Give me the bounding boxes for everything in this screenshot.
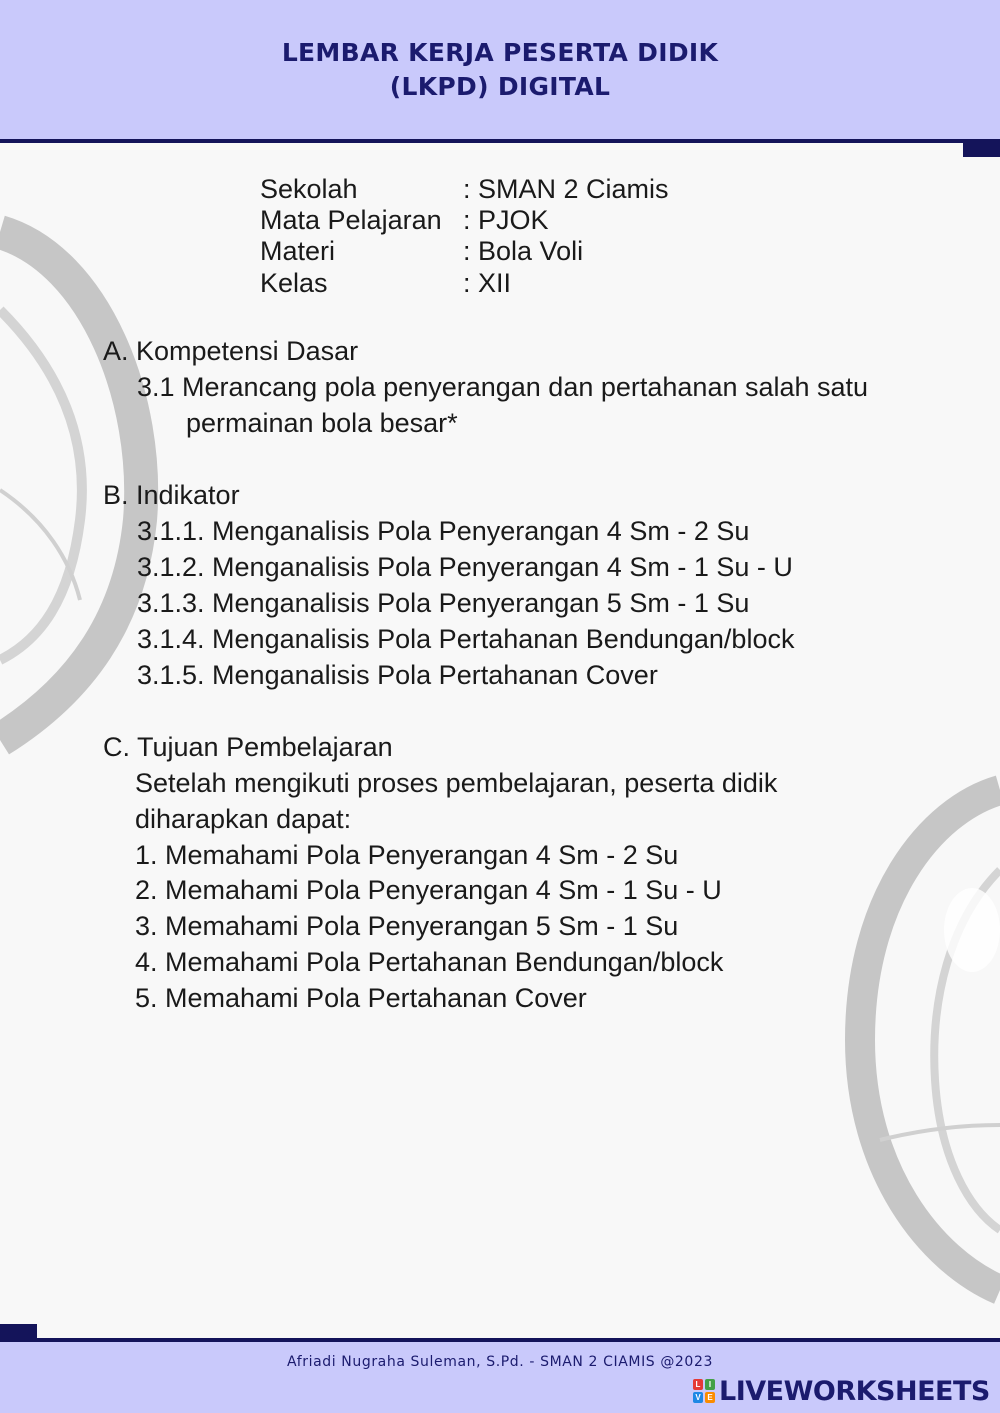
volleyball-left-arc-inner [0, 310, 82, 660]
section-c-heading: C. Tujuan Pembelajaran [103, 732, 393, 762]
meta-value: : Bola Voli [463, 236, 584, 266]
logo-tile: L [693, 1379, 703, 1390]
section-c-intro1: Setelah mengikuti proses pembelajaran, peserta didik [135, 768, 778, 798]
volleyball-highlight [944, 888, 1000, 972]
liveworksheets-logo-icon [693, 1379, 715, 1403]
objective-item: 4. Memahami Pola Pertahanan Bendungan/block [135, 947, 724, 977]
logo-tile: I [705, 1379, 715, 1390]
meta-row-subject [260, 204, 549, 236]
section-c-intro2: diharapkan dapat: [135, 804, 352, 834]
liveworksheets-logo[interactable] [693, 1376, 990, 1406]
indicator-item: 3.1.4. Menganalisis Pola Pertahanan Bendungan/block [137, 624, 795, 654]
liveworksheets-logo-text: LIVEWORKSHEETS [719, 1375, 990, 1407]
footer-credit: Afriadi Nugraha Suleman, S.Pd. - SMAN 2 CIAMIS @2023 [287, 1354, 713, 1370]
header-divider [0, 139, 1000, 143]
indicator-item: 3.1.1. Menganalisis Pola Penyerangan 4 Sm - 2 Su [137, 516, 750, 546]
logo-tile: V [693, 1392, 703, 1403]
objective-item: 2. Memahami Pola Penyerangan 4 Sm - 1 Su - U [135, 875, 722, 905]
header-accent-tab [963, 139, 1000, 157]
objective-item: 1. Memahami Pola Penyerangan 4 Sm - 2 Su [135, 840, 679, 870]
meta-row-class [260, 267, 511, 299]
meta-value: : SMAN 2 Ciamis [463, 174, 669, 204]
meta-label: Materi [260, 236, 336, 266]
meta-label: Mata Pelajaran [260, 205, 442, 235]
page-title-line2: (LKPD) DIGITAL [389, 72, 611, 101]
section-a-line1: 3.1 Merancang pola penyerangan dan pertahanan salah satu [137, 372, 869, 402]
section-a-heading: A. Kompetensi Dasar [103, 336, 359, 366]
meta-value: : XII [463, 268, 512, 298]
page-title-line1: LEMBAR KERJA PESERTA DIDIK [281, 38, 719, 67]
indicator-item: 3.1.5. Menganalisis Pola Pertahanan Cover [137, 660, 658, 690]
meta-label: Sekolah [260, 174, 358, 204]
meta-row-material [260, 235, 583, 267]
indicator-item: 3.1.2. Menganalisis Pola Penyerangan 4 Sm - 1 Su - U [137, 552, 793, 582]
meta-row-school [260, 173, 669, 205]
logo-tile: E [705, 1392, 715, 1403]
section-a-line2: permainan bola besar* [186, 408, 458, 438]
meta-label: Kelas [260, 268, 328, 298]
objective-item: 5. Memahami Pola Pertahanan Cover [135, 983, 587, 1013]
section-b-heading: B. Indikator [103, 480, 240, 510]
indicator-item: 3.1.3. Menganalisis Pola Penyerangan 5 Sm - 1 Su [137, 588, 750, 618]
header-banner [0, 0, 1000, 139]
meta-value: : PJOK [463, 205, 549, 235]
objective-item: 3. Memahami Pola Penyerangan 5 Sm - 1 Su [135, 911, 679, 941]
